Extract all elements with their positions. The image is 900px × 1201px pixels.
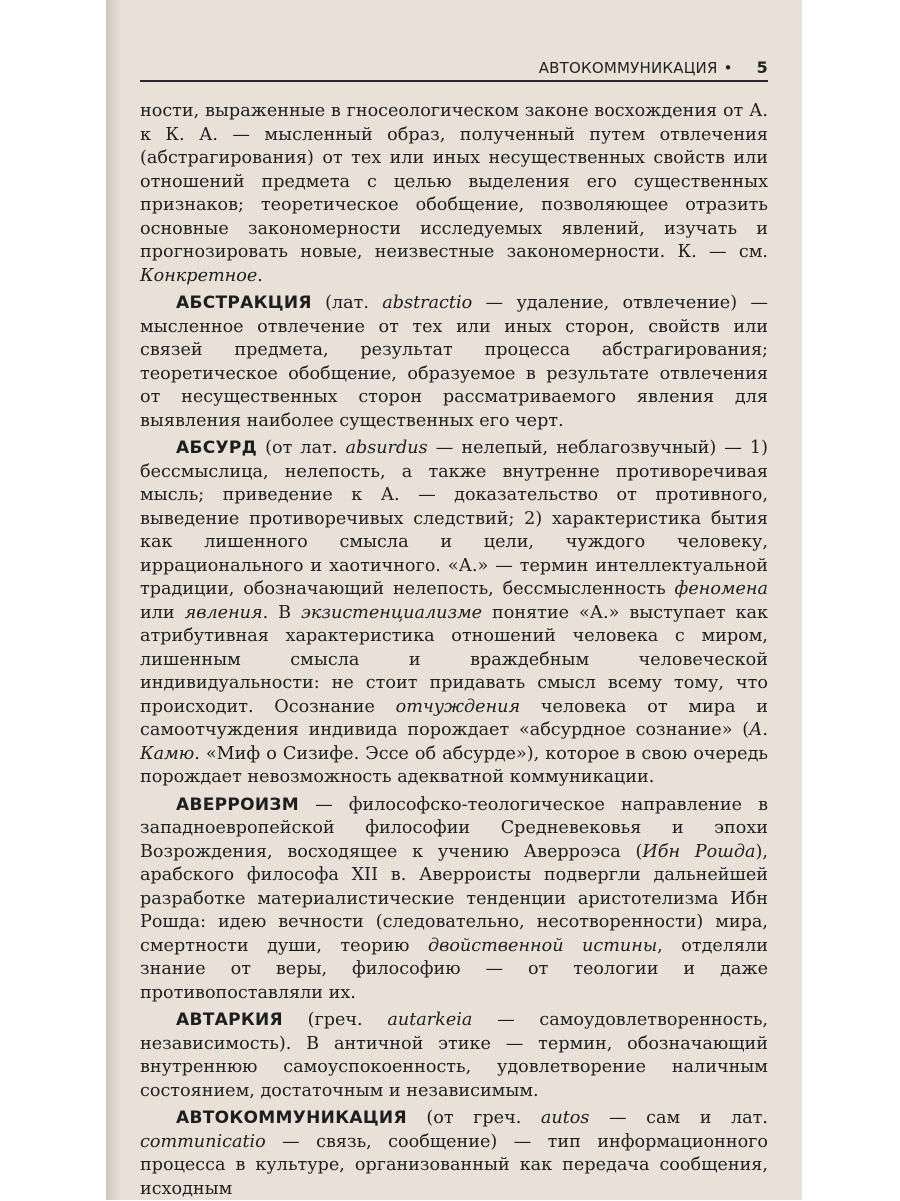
dictionary-text: [140, 100, 768, 1201]
entry-text: (от греч.: [406, 1108, 541, 1128]
entry-text: понятие «А.» выступает как атрибутивная характеристика отношений человека с миром, лишенным смысла и враждебным человеческой индивидуальности: не стоит придавать смысл всему тому, что происходит. Осознание: [140, 602, 768, 717]
entry-headword: АВТАРКИЯ: [176, 1010, 283, 1030]
italic-reference: двойственной истины: [427, 935, 658, 956]
entry-headword: АВЕРРОИЗМ: [176, 794, 300, 815]
entry-text: — самоудовлетворенность, независимость). В античной этике — термин, обозначающий внутреннюю самоуспокоенность, удовлетворение наличным состоянием, достаточным и независимым.: [140, 1010, 768, 1101]
italic-reference: Ибн Рошда: [642, 841, 756, 862]
entry-text: (греч.: [282, 1010, 388, 1030]
italic-reference: отчуждения: [395, 696, 521, 717]
entry-text: — удаление, отвлечение) — мысленное отвлечение от тех или иных сторон, свойств или связей предмета, результат процесса абстрагирования; теоретическое обобщение, образуемое в результате отвлечения от несущественных сторон рассматриваемого явления для выявления наиболее существенных его черт.: [140, 293, 768, 431]
italic-reference: autos: [540, 1108, 590, 1128]
entry-text: человека от мира и самоотчуждения индивида порождает «абсурдное сознание» (: [140, 696, 768, 740]
entry-text: — нелепый, неблагозвучный) — 1) бессмыслица, нелепость, а также внутренне противоречивая мысль; приведение к А. — доказательство от противного, выведение противоречивых следствий; 2) характеристика бытия как лишенного смысла и цели, чуждого человеку, иррационального и хаотичного. «А.» — термин интеллектуальной традиции, обозначающий нелепость, бессмысленность: [140, 438, 768, 599]
running-title: АВТОКОММУНИКАЦИЯ: [538, 59, 718, 77]
dictionary-entry: [140, 292, 768, 433]
italic-reference: autarkeia: [387, 1010, 473, 1030]
entry-headword: АБСУРД: [176, 438, 258, 458]
running-header: [140, 58, 768, 80]
entry-text: ), арабского философа XII в. Аверроисты подвергли дальнейшей разработке материалистические тенденции аристотелизма Ибн Рошда: идею вечности (следовательно, несотворенности) мира, смертности души, теорию: [140, 841, 769, 956]
entry-headword: АБСТРАКЦИЯ: [176, 293, 312, 313]
italic-reference: феномена: [674, 579, 768, 599]
italic-reference: communicatio: [140, 1131, 266, 1152]
entry-headword: АВТОКОММУНИКАЦИЯ: [176, 1108, 407, 1128]
dictionary-entry: [140, 1009, 768, 1103]
dictionary-entry: [140, 1107, 768, 1201]
continued-paragraph: [140, 100, 768, 288]
entry-text: . «Миф о Сизифе. Эссе об абсурде»), которое в свою очередь порождает невозможность адекватной коммуникации.: [140, 743, 768, 787]
entry-text: .: [257, 265, 263, 286]
italic-reference: absurdus: [345, 438, 428, 458]
page-number: 5: [756, 58, 768, 77]
entry-text: — сам и лат.: [589, 1108, 768, 1128]
dictionary-entry: [140, 794, 768, 1006]
italic-reference: А. Камю: [140, 720, 768, 764]
italic-reference: экзистенциализме: [301, 602, 483, 623]
entry-text: , отделяли знание от веры, философию — от теологии и даже противопоставляли их.: [140, 935, 768, 1003]
italic-reference: abstractio: [382, 293, 473, 313]
header-bullet: •: [723, 59, 733, 77]
entry-text: или: [140, 602, 185, 623]
entry-text: — философско-теологическое направление в западноевропейской философии Средневековья и эпохи Возрождения, восходящее к учению Аверроэса (: [140, 794, 768, 862]
entry-text: ности, выраженные в гносеологическом законе восхождения от А. к К. А. — мысленный образ, полученный путем отвлечения (абстрагирования) от тех или иных несущественных свойств или отношений предмета с целью выделения его существенных признаков; теоретическое обобщение, позволяющее отразить основные закономерности исследуемых явлений, изучать и прогнозировать новые, неизвестные закономерности. К. — см.: [140, 101, 768, 262]
entry-text: . В: [262, 602, 302, 623]
entry-text: (лат.: [311, 293, 383, 313]
italic-reference: Конкретное: [140, 265, 258, 286]
entry-text: — связь, сообщение) — тип информационного процесса в культуре, организованный как передача сообщения, исходным: [140, 1131, 768, 1199]
header-rule: [140, 80, 768, 82]
italic-reference: явления: [184, 602, 263, 623]
entry-text: (от лат.: [257, 438, 346, 458]
dictionary-entry: [140, 437, 768, 790]
page-gutter-shadow: [106, 0, 120, 1200]
